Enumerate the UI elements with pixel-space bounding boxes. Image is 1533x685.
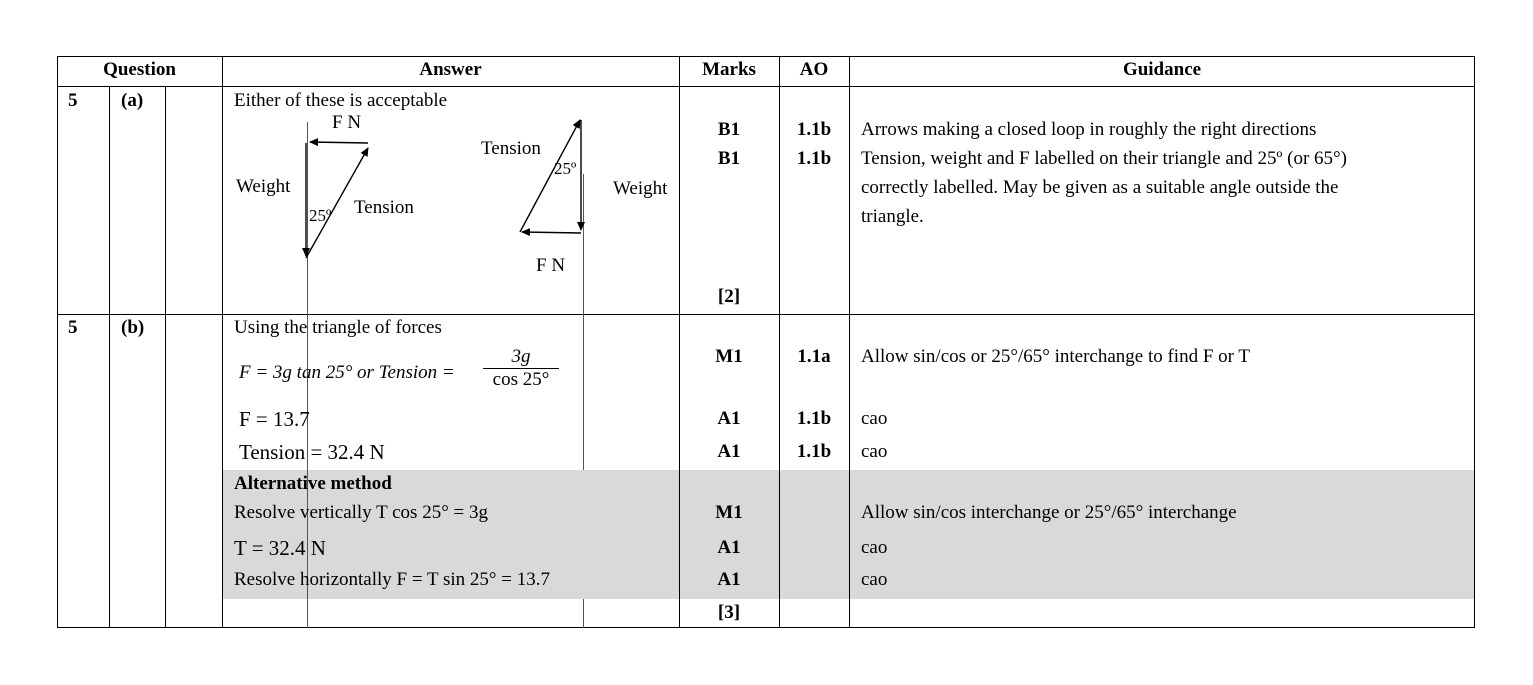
diagram1-tension-label: Tension [354, 197, 414, 218]
alt-line-1-answer: Resolve vertically T cos 25° = 3g [234, 502, 489, 523]
table-border-top [57, 56, 1475, 57]
part-b-line-3-answer: F = 13.7 [239, 407, 310, 431]
header-guidance: Guidance [1122, 59, 1202, 80]
col-divider-qpart [165, 86, 166, 628]
fraction-denominator: cos 25° [492, 369, 550, 390]
fraction-numerator: 3g [483, 346, 559, 369]
part-b-question-part: (b) [121, 317, 145, 338]
part-a-total: [2] [717, 286, 741, 307]
part-b-line-2-ao: 1.1a [797, 346, 831, 367]
table-border-left [57, 56, 58, 628]
part-b-line-3-guidance: cao [861, 408, 888, 429]
part-b-line-4-mark: A1 [717, 441, 741, 462]
alt-line-1-mark: M1 [715, 502, 743, 523]
part-a-mark-2: B1 [717, 148, 741, 169]
force-triangle-diagram-1 [222, 86, 679, 314]
table-border-bottom [57, 627, 1475, 628]
part-a-mark-1: B1 [717, 119, 741, 140]
part-a-ao-2: 1.1b [796, 148, 832, 169]
part-b-line-4-ao: 1.1b [796, 441, 832, 462]
part-a-intro: Either of these is acceptable [234, 90, 448, 111]
part-b-line-2-guidance: Allow sin/cos or 25°/65° interchange to find F or T [861, 346, 1250, 367]
tension-fraction [483, 346, 559, 391]
part-a-guidance-4: triangle. [861, 206, 924, 227]
part-a-guidance-1: Arrows making a closed loop in roughly the right directions [861, 119, 1317, 140]
col-divider-guidance [849, 56, 850, 628]
header-ao: AO [799, 59, 829, 80]
alt-line-3-mark: A1 [717, 569, 741, 590]
col-divider-ao [779, 56, 780, 628]
header-question: Question [103, 59, 176, 80]
header-answer: Answer [419, 59, 482, 80]
part-b-line-2-mark: M1 [715, 346, 743, 367]
alt-line-1-guidance: Allow sin/cos interchange or 25°/65° interchange [861, 502, 1237, 523]
diagram1-weight-label: Weight [236, 176, 291, 197]
answer-inner-line-3 [583, 599, 584, 628]
part-a-question-number: 5 [68, 90, 78, 111]
part-a-guidance-3: correctly labelled. May be given as a suitable angle outside the [861, 177, 1339, 198]
table-border-right [1474, 56, 1475, 628]
part-a-question-part: (a) [121, 90, 144, 111]
alternative-method-heading: Alternative method [234, 473, 392, 494]
alt-line-3-answer: Resolve horizontally F = T sin 25° = 13.7 [234, 569, 550, 590]
col-divider-qnum [109, 86, 110, 628]
alt-line-2-guidance: cao [861, 537, 888, 558]
diagram1-f-label: F N [332, 112, 362, 133]
part-b-question-number: 5 [68, 317, 78, 338]
part-a-guidance-2: Tension, weight and F labelled on their triangle and 25º (or 65°) [861, 148, 1347, 169]
header-marks: Marks [702, 59, 756, 80]
part-b-line-1-answer: Using the triangle of forces [234, 317, 442, 338]
diagram2-f-label: F N [536, 255, 566, 276]
part-b-total: [3] [717, 602, 741, 623]
part-b-line-4-guidance: cao [861, 441, 888, 462]
diagram2-tension-label: Tension [481, 138, 541, 159]
row-divider [57, 314, 1475, 315]
part-b-line-4-answer: Tension = 32.4 N [239, 440, 385, 464]
diagram1-angle-label: 25º [309, 206, 332, 225]
part-b-line-3-ao: 1.1b [796, 408, 832, 429]
part-a-ao-1: 1.1b [796, 119, 832, 140]
alt-line-2-mark: A1 [717, 537, 741, 558]
mark-scheme-table [57, 56, 1475, 628]
diagram2-angle-label: 25º [554, 159, 577, 178]
diagram2-weight-label: Weight [613, 178, 668, 199]
alt-line-3-guidance: cao [861, 569, 888, 590]
alt-line-2-answer: T = 32.4 N [234, 536, 326, 560]
part-b-line-2-answer: F = 3g tan 25° or Tension = [239, 362, 455, 383]
part-b-line-3-mark: A1 [717, 408, 741, 429]
